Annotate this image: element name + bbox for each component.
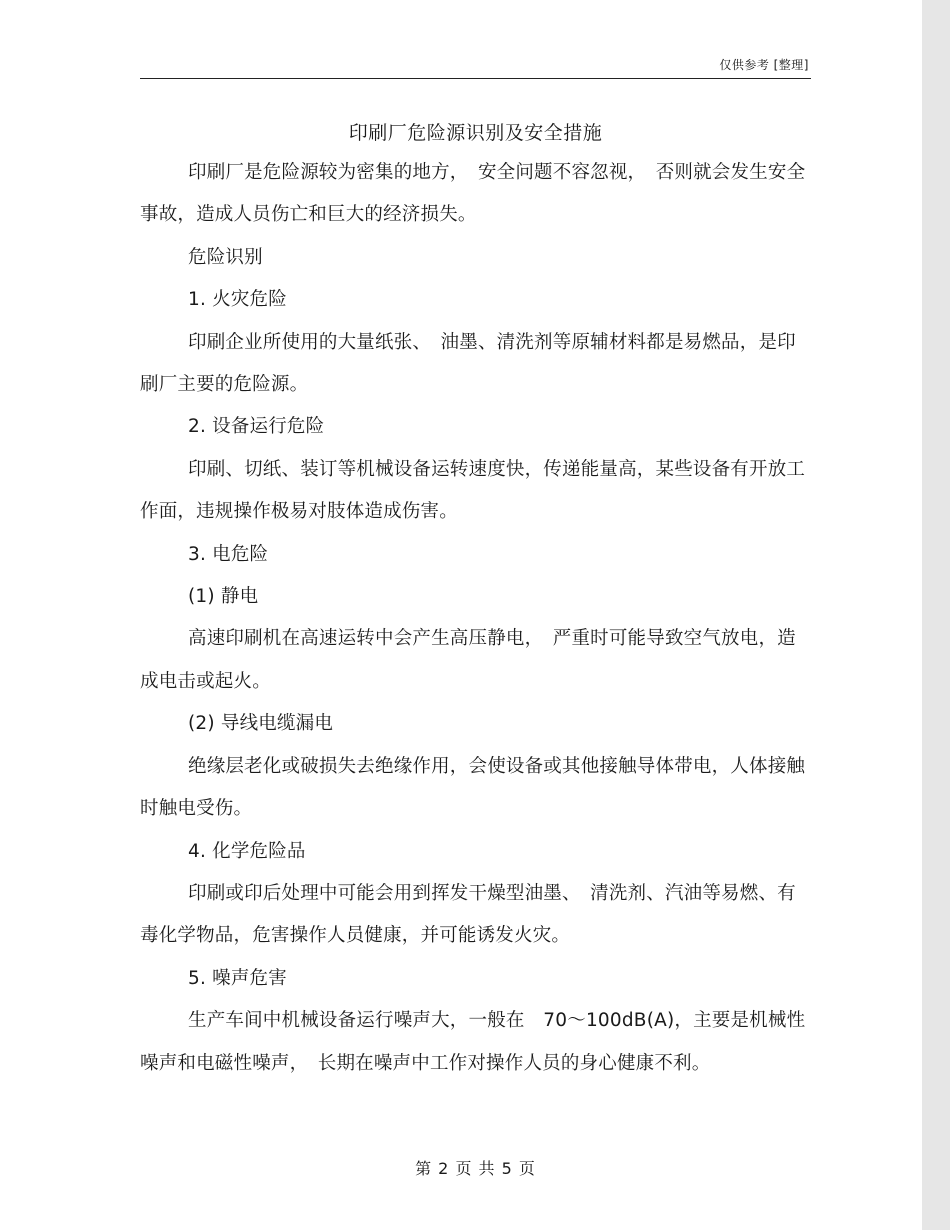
item-text-static: 高速印刷机在高速运转中会产生高压静电， 严重时可能导致空气放电，造成电击或起火。 xyxy=(140,628,796,692)
item-text-equipment: 印刷、切纸、装订等机械设备运转速度快，传递能量高，某些设备有开放工作面，违规操作极易对肢体造成伤害。 xyxy=(140,458,806,523)
item-text-leakage: 绝缘层老化或破损失去绝缘作用，会使设备或其他接触导体带电，人体接触时触电受伤。 xyxy=(140,755,806,820)
item-heading-electric: 3. 电危险 xyxy=(188,543,269,565)
page-header xyxy=(140,54,811,79)
item-text-fire: 印刷企业所使用的大量纸张、 油墨、清洗剂等原辅材料都是易燃品，是印刷厂主要的危险源。 xyxy=(140,331,796,396)
intro-paragraph: 印刷厂是危险源较为密集的地方， 安全问题不容忽视， 否则就会发生安全事故，造成人员伤亡和巨大的经济损失。 xyxy=(140,162,806,226)
item-text-chemical: 印刷或印后处理中可能会用到挥发干燥型油墨、 清洗剂、汽油等易燃、有毒化学物品，危害操作人员健康，并可能诱发火灾。 xyxy=(140,882,796,947)
item-heading-fire: 1. 火灾危险 xyxy=(188,289,287,311)
item-heading-chemical: 4. 化学危险品 xyxy=(188,840,306,862)
item-heading-equipment: 2. 设备运行危险 xyxy=(188,416,325,438)
section-heading: 危险识别 xyxy=(188,246,263,268)
item-text-noise: 生产车间中机械设备运行噪声大，一般在 70～100dB(A)，主要是机械性噪声和电磁性噪声， 长期在噪声中工作对操作人员的身心健康不利。 xyxy=(140,1010,806,1074)
header-note: 仅供参考 [整理] xyxy=(719,58,809,72)
item-heading-noise: 5. 噪声危害 xyxy=(188,967,287,989)
page-footer: 第 2 页 共 5 页 xyxy=(415,1159,536,1178)
document-title: 印刷厂危险源识别及安全措施 xyxy=(348,122,603,144)
item-heading-leakage: (2) 导线电缆漏电 xyxy=(188,713,334,735)
item-heading-static: (1) 静电 xyxy=(188,586,259,608)
document-body xyxy=(140,152,808,1085)
